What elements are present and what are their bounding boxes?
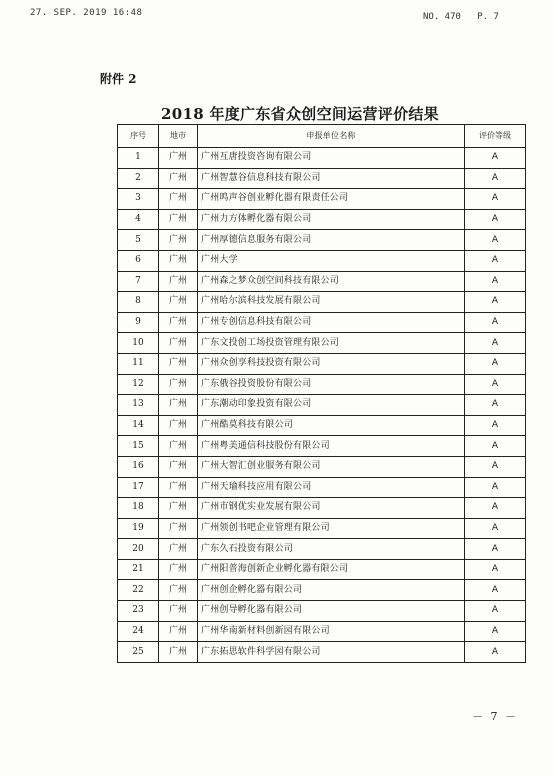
row-grade: A	[465, 353, 526, 374]
header-name: 申报单位名称	[198, 125, 465, 148]
table-header	[118, 125, 526, 148]
row-name: 广州酷莫科技有限公司	[198, 415, 465, 436]
header-row	[118, 125, 526, 148]
row-grade: A	[465, 621, 526, 642]
row-grade: A	[465, 518, 526, 539]
row-name: 广东文投创工场投资管理有限公司	[198, 333, 465, 354]
fax-timestamp: 27. SEP. 2019 16:48	[30, 8, 143, 18]
row-index: 12	[118, 374, 159, 395]
header-grade: 评价等级	[465, 125, 526, 148]
table-row	[118, 498, 526, 519]
row-index: 4	[118, 209, 159, 230]
row-index: 20	[118, 539, 159, 560]
row-index: 25	[118, 642, 159, 663]
row-name: 广东久石投资有限公司	[198, 539, 465, 560]
table-row	[118, 477, 526, 498]
row-grade: A	[465, 292, 526, 313]
row-grade: A	[465, 168, 526, 189]
row-name: 广州阳普海创新企业孵化器有限公司	[198, 559, 465, 580]
row-name: 广州专创信息科技有限公司	[198, 312, 465, 333]
row-index: 7	[118, 271, 159, 292]
row-city: 广州	[159, 436, 198, 457]
row-city: 广州	[159, 292, 198, 313]
row-grade: A	[465, 374, 526, 395]
table-row	[118, 642, 526, 663]
table-row	[118, 395, 526, 416]
row-name: 广东潮动印象投资有限公司	[198, 395, 465, 416]
row-grade: A	[465, 415, 526, 436]
row-city: 广州	[159, 148, 198, 169]
row-index: 14	[118, 415, 159, 436]
row-name: 广州互唐投资咨询有限公司	[198, 148, 465, 169]
table-row	[118, 539, 526, 560]
row-city: 广州	[159, 477, 198, 498]
table-row	[118, 230, 526, 251]
table-row	[118, 580, 526, 601]
row-name: 广州天瑜科技应用有限公司	[198, 477, 465, 498]
table-row	[118, 374, 526, 395]
table-row	[118, 312, 526, 333]
row-grade: A	[465, 539, 526, 560]
row-index: 24	[118, 621, 159, 642]
row-index: 16	[118, 456, 159, 477]
row-name: 广州市钢优实业发展有限公司	[198, 498, 465, 519]
table-row	[118, 436, 526, 457]
table-body	[118, 148, 526, 663]
row-index: 22	[118, 580, 159, 601]
row-name: 广东拓思软件科学园有限公司	[198, 642, 465, 663]
row-city: 广州	[159, 312, 198, 333]
table-row	[118, 601, 526, 622]
table-row	[118, 292, 526, 313]
row-index: 11	[118, 353, 159, 374]
row-city: 广州	[159, 395, 198, 416]
row-city: 广州	[159, 374, 198, 395]
row-name: 广州智慧谷信息科技有限公司	[198, 168, 465, 189]
row-name: 广州众创享科技投资有限公司	[198, 353, 465, 374]
row-index: 2	[118, 168, 159, 189]
row-index: 10	[118, 333, 159, 354]
row-name: 广东俄谷投资股份有限公司	[198, 374, 465, 395]
row-index: 19	[118, 518, 159, 539]
row-city: 广州	[159, 539, 198, 560]
row-name: 广州厚德信息服务有限公司	[198, 230, 465, 251]
row-grade: A	[465, 312, 526, 333]
row-city: 广州	[159, 230, 198, 251]
row-name: 广州大学	[198, 250, 465, 271]
row-grade: A	[465, 580, 526, 601]
row-city: 广州	[159, 642, 198, 663]
document-title: 2018 年度广东省众创空间运营评价结果	[161, 105, 439, 123]
row-city: 广州	[159, 415, 198, 436]
row-index: 23	[118, 601, 159, 622]
table-row	[118, 168, 526, 189]
row-grade: A	[465, 271, 526, 292]
row-name: 广州粤美通信科技股份有限公司	[198, 436, 465, 457]
row-index: 17	[118, 477, 159, 498]
row-grade: A	[465, 498, 526, 519]
table-row	[118, 148, 526, 169]
table-row	[118, 250, 526, 271]
row-city: 广州	[159, 621, 198, 642]
row-city: 广州	[159, 498, 198, 519]
fax-page-info	[423, 12, 499, 22]
row-index: 21	[118, 559, 159, 580]
row-grade: A	[465, 250, 526, 271]
row-name: 广州森之梦众创空间科技有限公司	[198, 271, 465, 292]
row-grade: A	[465, 601, 526, 622]
row-city: 广州	[159, 518, 198, 539]
table-row	[118, 333, 526, 354]
fax-number: NO. 470	[423, 12, 461, 22]
row-city: 广州	[159, 580, 198, 601]
header-city: 地市	[159, 125, 198, 148]
row-index: 13	[118, 395, 159, 416]
row-city: 广州	[159, 559, 198, 580]
row-name: 广州大智汇创业服务有限公司	[198, 456, 465, 477]
row-city: 广州	[159, 353, 198, 374]
table-row	[118, 456, 526, 477]
row-grade: A	[465, 395, 526, 416]
row-index: 3	[118, 189, 159, 210]
row-grade: A	[465, 333, 526, 354]
row-grade: A	[465, 189, 526, 210]
row-city: 广州	[159, 189, 198, 210]
row-city: 广州	[159, 333, 198, 354]
row-index: 8	[118, 292, 159, 313]
results-table	[117, 124, 526, 663]
row-city: 广州	[159, 209, 198, 230]
row-index: 9	[118, 312, 159, 333]
row-city: 广州	[159, 271, 198, 292]
table-row	[118, 559, 526, 580]
row-grade: A	[465, 456, 526, 477]
row-index: 6	[118, 250, 159, 271]
table-row	[118, 353, 526, 374]
row-city: 广州	[159, 250, 198, 271]
table-row	[118, 621, 526, 642]
table-row	[118, 271, 526, 292]
row-name: 广州哈尔滨科技发展有限公司	[198, 292, 465, 313]
row-name: 广州创企孵化器有限公司	[198, 580, 465, 601]
page-number: － 7 －	[472, 710, 518, 723]
row-city: 广州	[159, 601, 198, 622]
row-grade: A	[465, 559, 526, 580]
row-index: 15	[118, 436, 159, 457]
table-row	[118, 189, 526, 210]
row-name: 广州鸣声谷创业孵化器有限责任公司	[198, 189, 465, 210]
row-name: 广州力方体孵化器有限公司	[198, 209, 465, 230]
row-grade: A	[465, 477, 526, 498]
row-index: 18	[118, 498, 159, 519]
row-index: 5	[118, 230, 159, 251]
row-grade: A	[465, 642, 526, 663]
row-name: 广州华南新材料创新园有限公司	[198, 621, 465, 642]
row-name: 广州领创书吧企业管理有限公司	[198, 518, 465, 539]
table-row	[118, 209, 526, 230]
row-grade: A	[465, 230, 526, 251]
fax-page: P. 7	[477, 12, 499, 22]
header-index: 序号	[118, 125, 159, 148]
table-row	[118, 415, 526, 436]
row-grade: A	[465, 209, 526, 230]
row-name: 广州创导孵化器有限公司	[198, 601, 465, 622]
row-grade: A	[465, 436, 526, 457]
row-city: 广州	[159, 456, 198, 477]
table-row	[118, 518, 526, 539]
row-grade: A	[465, 148, 526, 169]
row-city: 广州	[159, 168, 198, 189]
attachment-label: 附件 2	[100, 72, 137, 86]
row-index: 1	[118, 148, 159, 169]
